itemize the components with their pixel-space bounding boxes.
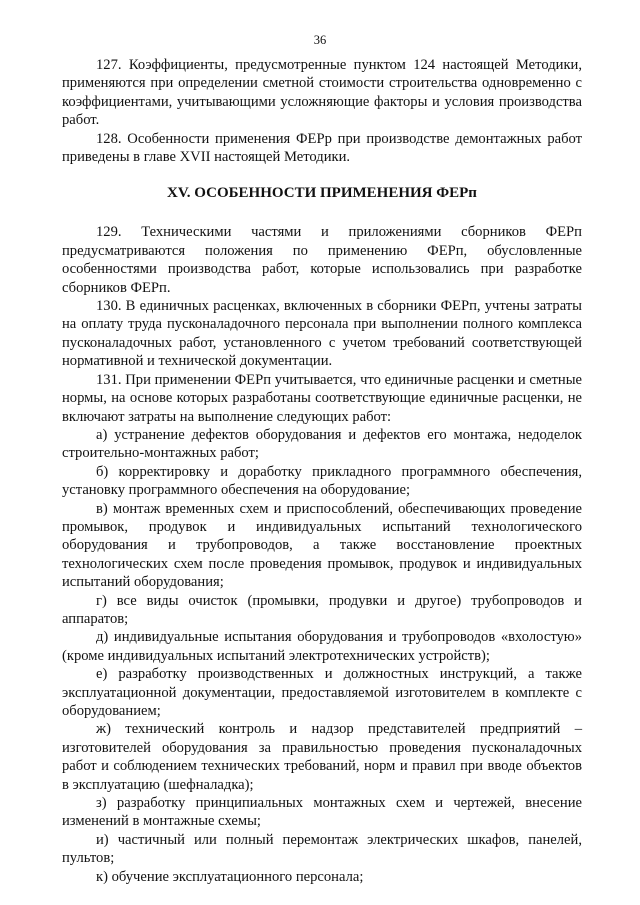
list-item-b: б) корректировку и доработку прикладного программного обеспечения, установку программного обеспечения на оборудование;	[62, 463, 582, 499]
list-item-a: а) устранение дефектов оборудования и дефектов его монтажа, недоделок строительно-монтажных работ;	[62, 426, 582, 462]
list-item-g: г) все виды очисток (промывки, продувки и другое) трубопроводов и аппаратов;	[62, 592, 582, 627]
paragraph-128: 128. Особенности применения ФЕРр при производстве демонтажных работ приведены в главе XVII настоящей Методики.	[62, 130, 582, 166]
list-item-e: е) разработку производственных и должностных инструкций, а также эксплуатационной документации, предоставляемой изготовителем в комплекте с оборудованием;	[62, 666, 582, 719]
page-content	[62, 56, 582, 886]
list-item-v: в) монтаж временных схем и приспособлений, обеспечивающих проведение промывок, продувок и индивидуальных испытаний технологического оборудования и трубопроводов, а также восстановление проектных технологических схем после проведения промывок, продувок и индивидуальных испытаний оборудования;	[62, 500, 582, 591]
page-number: 36	[313, 33, 327, 47]
list-item-k: к) обучение эксплуатационного персонала;	[96, 868, 364, 885]
list-item-i: и) частичный или полный перемонтаж электрических шкафов, панелей, пультов;	[62, 831, 582, 867]
paragraph-129: 129. Техническими частями и приложениями сборников ФЕРп предусматриваются положения по применению ФЕРп, обусловленные особенностями производства работ, которые использовались при разработке сборников ФЕРп.	[62, 224, 582, 296]
list-item-z: з) разработку принципиальных монтажных схем и чертежей, внесение изменений в монтажные схемы;	[62, 795, 582, 830]
list-item-zh: ж) технический контроль и надзор представителей предприятий – изготовителей оборудования за правильностью проведения пусконаладочных работ и соблюдением технических требований, норм и правил при вводе объектов в эксплуатацию (шефналадка);	[62, 721, 582, 793]
paragraph-127: 127. Коэффициенты, предусмотренные пунктом 124 настоящей Методики, применяются при определении сметной стоимости строительства одновременно с коэффициентами, учитывающими усложняющие факторы и условия производства работ.	[62, 57, 582, 129]
section-heading: XV. ОСОБЕННОСТИ ПРИМЕНЕНИЯ ФЕРп	[167, 185, 477, 202]
list-item-d: д) индивидуальные испытания оборудования и трубопроводов «вхолостую» (кроме индивидуальных испытаний электротехнических устройств);	[62, 629, 582, 664]
paragraph-131: 131. При применении ФЕРп учитывается, что единичные расценки и сметные нормы, на основе которых разработаны соответствующие единичные расценки, не включают затраты на выполнение следующих работ:	[62, 371, 582, 425]
paragraph-130: 130. В единичных расценках, включенных в сборники ФЕРп, учтены затраты на оплату труда пусконаладочного персонала при выполнении полного комплекса пусконаладочных работ, установленного с учетом требований соответствующей нормативной и технической документации.	[62, 298, 582, 370]
